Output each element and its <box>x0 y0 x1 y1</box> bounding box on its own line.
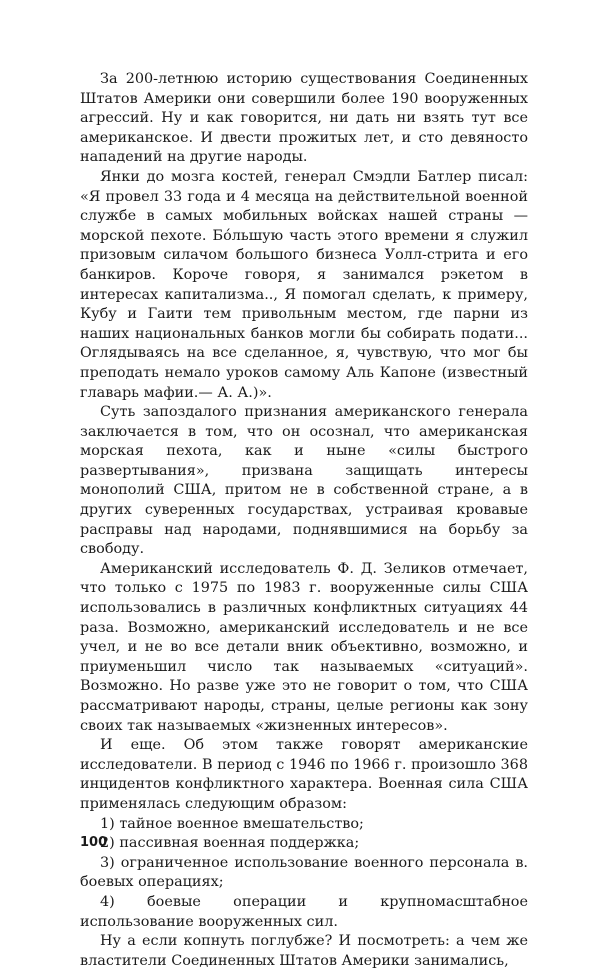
list-item-4: 4) боевые операции и крупномасштабное использование вооруженных сил. <box>80 893 528 930</box>
paragraph-5: И еще. Об этом также говорят американские исследователи. В период с 1946 по 1966 г. произошло 368 инцидентов конфликтного характера. Военная сила США применялась следующим образом: <box>80 737 528 812</box>
page-number: 100 <box>80 835 108 850</box>
paragraph-4: Американский исследователь Ф. Д. Зеликов отмечает, что только с 1975 по 1983 г. вооруженные силы США использовались в различных конфликтных ситуациях 44 раза. Возможно, американский исследователь и не все учел, и не во все детали вник объективно, возможно, и приуменьшил число так называемых «ситуаций». Возможно. Но разве уже это не говорит о том, что США рассматривают народы, страны, целые регионы как зону своих так называемых «жизненных интересов». <box>80 560 528 734</box>
list-item-1: 1) тайное военное вмешательство; <box>100 815 364 832</box>
closing-paragraph: Ну а если копнуть поглубже? И посмотреть: а чем же властители Соединенных Штатов Америки занимались, <box>80 933 528 969</box>
list-item-3: 3) ограниченное использование военного персонала в. боевых операциях; <box>80 854 528 891</box>
list-item-2: 2) пассивная военная поддержка; <box>100 835 360 852</box>
page-body <box>80 70 528 971</box>
paragraph-1: За 200-летнюю историю существования Соединенных Штатов Америки они совершили более 190 вооруженных агрессий. Ну и как говорится, ни дать ни взять тут все американское. И двести прожитых лет, и сто девяносто нападений на другие народы. <box>80 71 528 166</box>
paragraph-2: Янки до мозга костей, генерал Смэдли Батлер писал: «Я провел 33 года и 4 месяца на действительной военной службе в самых мобильных войсках нашей страны — морской пехоте. Бóльшую часть этого времени я служил призовым силачом большого бизнеса Уолл-стрита и его банкиров. Короче говоря, я занимался рэкетом в интересах капитализма.., Я помогал сделать, к примеру, Кубу и Гаити тем привольным местом, где парни из наших национальных банков могли бы собирать подати... Оглядываясь на все сделанное, я, чувствую, что мог бы преподать немало уроков самому Аль Капоне (известный главарь мафии.— А. А.)». <box>80 168 528 401</box>
paragraph-3: Суть запоздалого признания американского генерала заключается в том, что он осознал, что американская морская пехота, как и ныне «силы быстрого развертывания», призвана защищать интересы монополий США, притом не в собственной стране, а в других суверенных государствах, устраивая кровавые расправы над народами, поднявшимися на борьбу за свободу. <box>80 404 528 558</box>
